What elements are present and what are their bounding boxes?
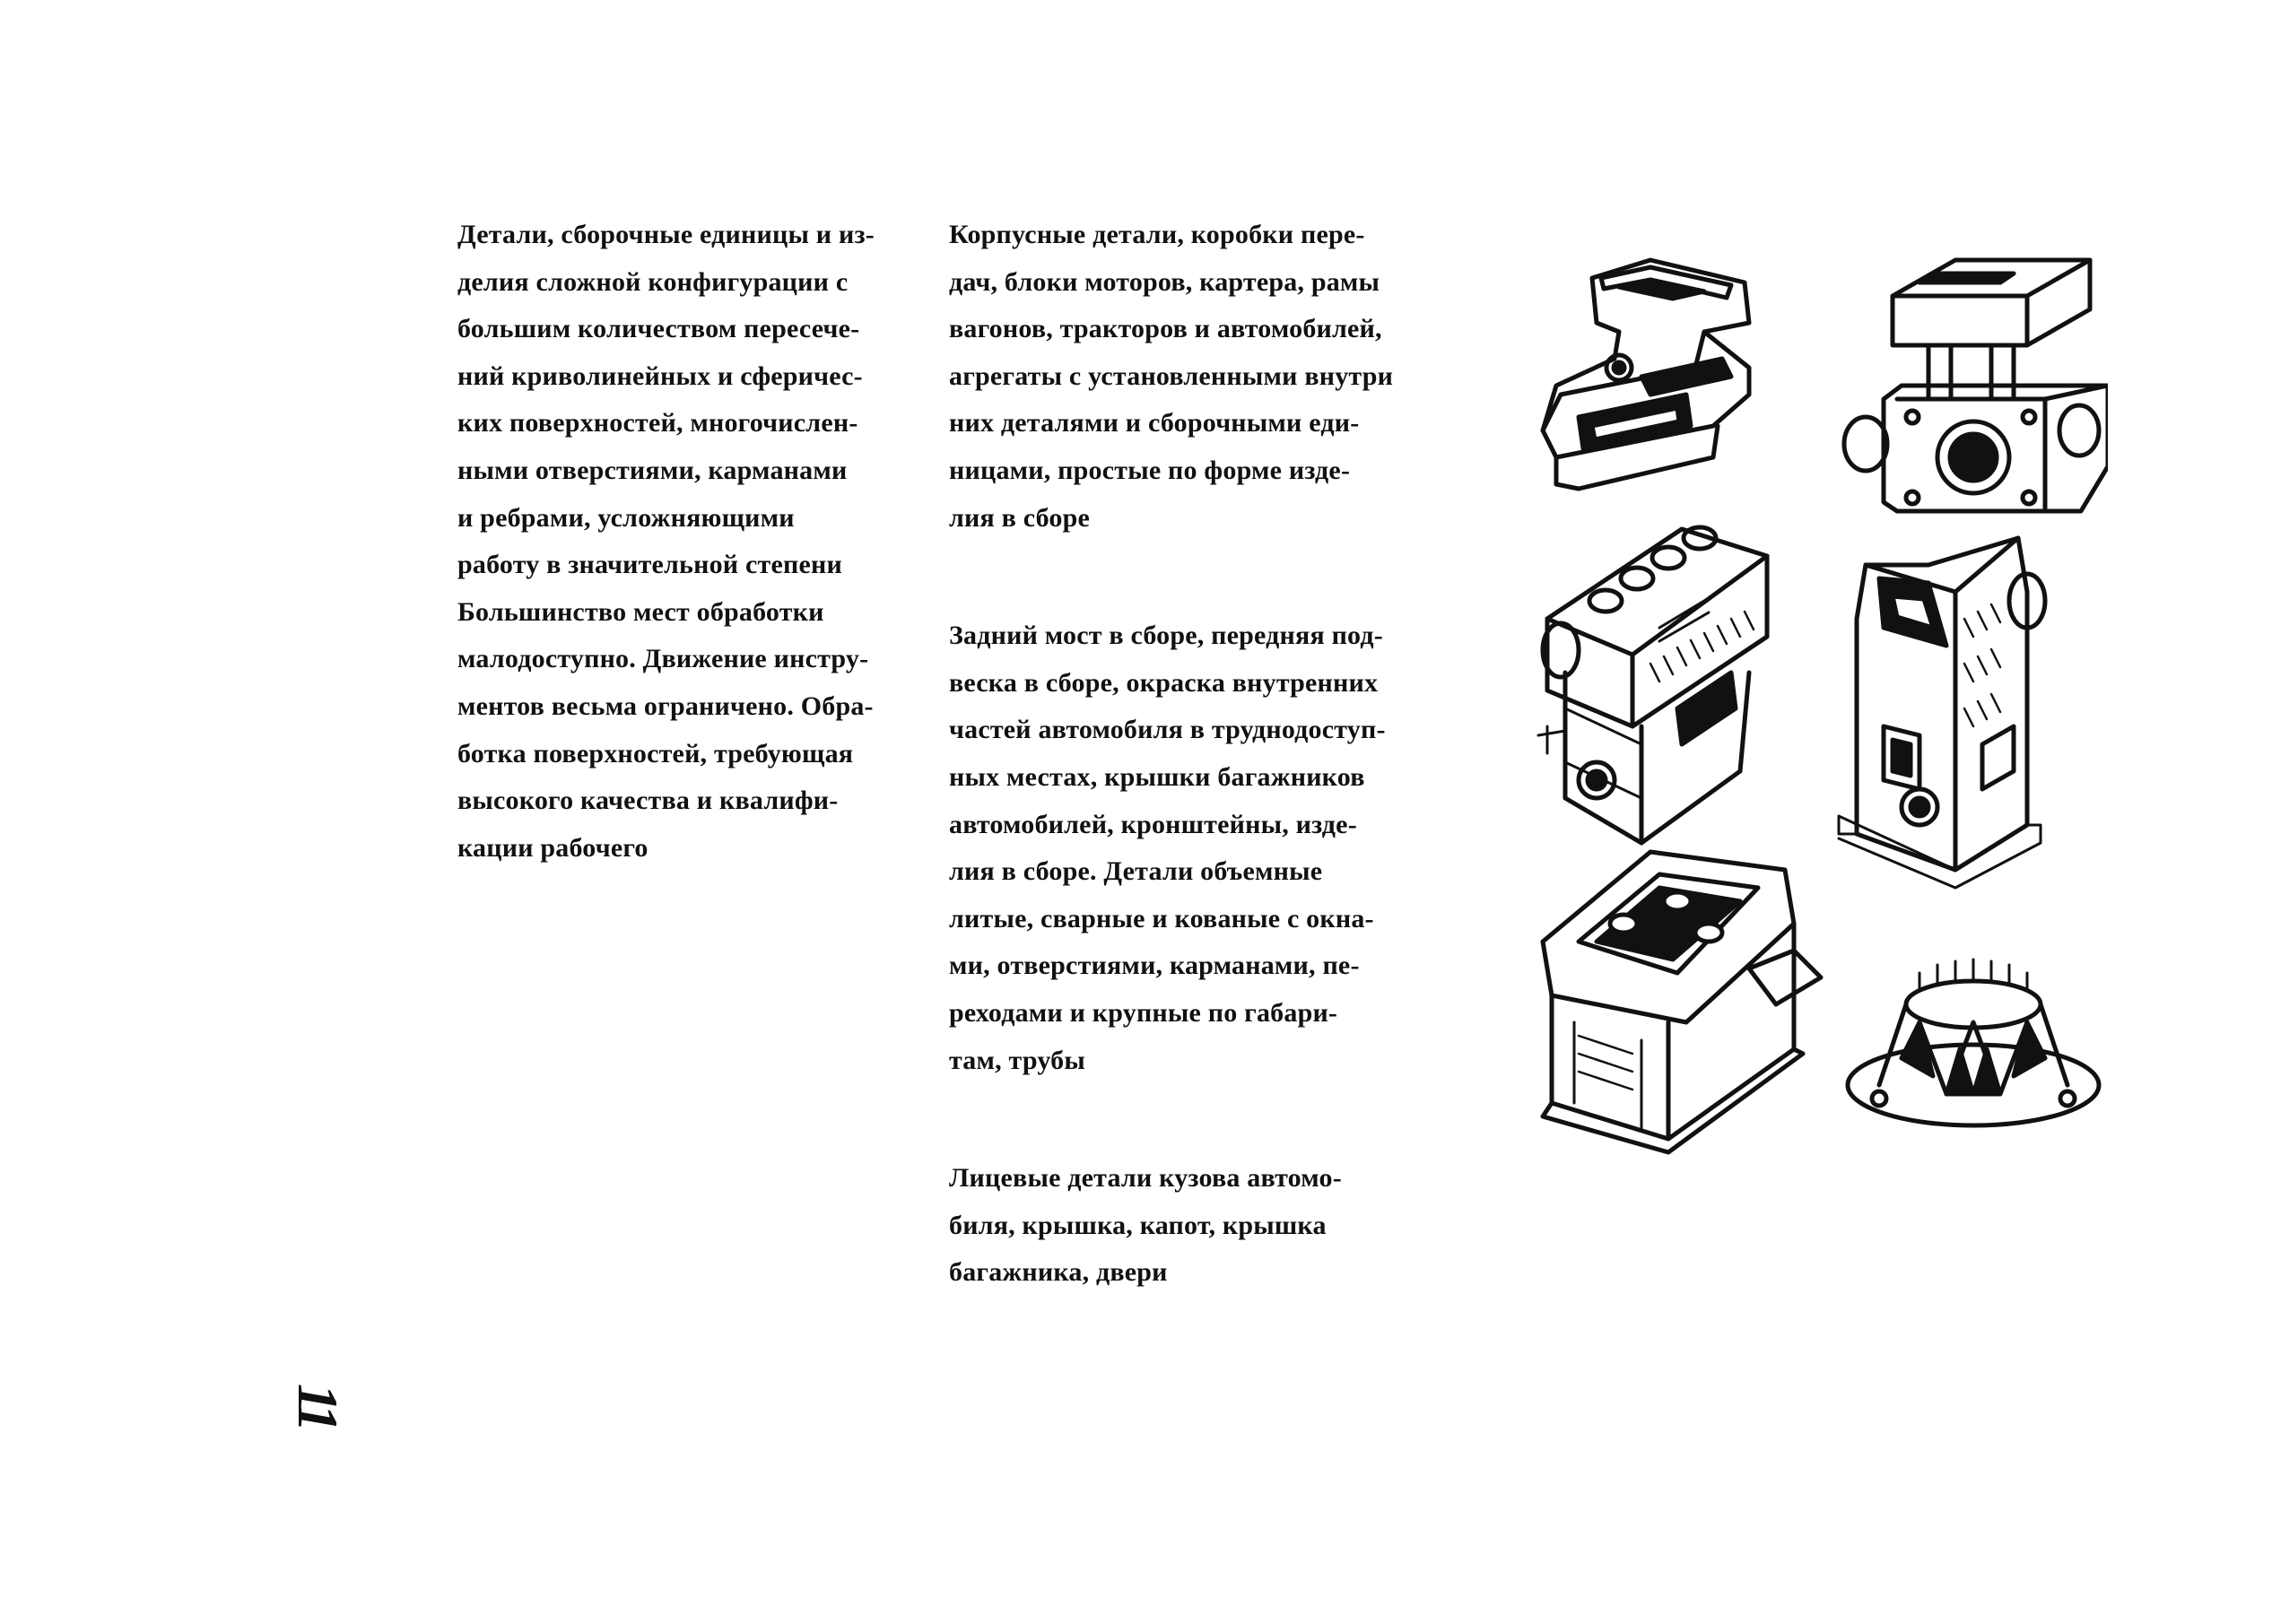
text-line: дач, блоки моторов, картера, рамы: [949, 266, 1380, 297]
gearbox-housing-icon: [1839, 538, 2045, 888]
text-line: ких поверхностей, многочислен-: [457, 408, 858, 439]
text-line: там, трубы: [949, 1045, 1085, 1075]
text-line: ных местах, крышки багажников: [949, 761, 1365, 792]
text-line: ботка поверхностей, требующая: [457, 738, 854, 769]
left-paragraph: [457, 212, 906, 872]
text-line: Корпусные детали, коробки пере-: [949, 220, 1365, 249]
text-line: малодоступно. Движение инстру-: [457, 644, 869, 674]
text-line: частей автомобиля в труднодоступ-: [949, 715, 1386, 745]
text-line: ментов весьма ограничено. Обра-: [457, 690, 874, 721]
text-line: биля, крышка, капот, крышка: [949, 1210, 1327, 1240]
text-line: автомобилей, кронштейны, изде-: [949, 809, 1357, 839]
text-line: большим количеством пересече-: [457, 314, 860, 344]
middle-paragraph-1: [949, 212, 1451, 542]
text-line: ными отверстиями, карманами: [457, 455, 848, 485]
text-line: ницами, простые по форме изде-: [949, 455, 1351, 485]
text-line: и ребрами, усложняющими: [457, 502, 795, 533]
text-line: Лицевые детали кузова автомо-: [949, 1163, 1342, 1194]
figures-panel: [1525, 242, 2108, 1175]
text-line: реходами и крупные по габари-: [949, 997, 1338, 1028]
text-line: вагонов, тракторов и автомобилей,: [949, 314, 1382, 344]
middle-column: [949, 212, 1451, 1297]
text-line: делия сложной конфигурации с: [457, 266, 849, 297]
text-line: кации рабочего: [457, 832, 649, 863]
text-line: ми, отверстиями, карманами, пе-: [949, 951, 1360, 981]
middle-paragraph-3: [949, 1155, 1451, 1297]
ribbed-flange-icon: [1848, 960, 2099, 1125]
page-number: 11: [286, 1383, 351, 1428]
text-line: лия в сборе. Детали объемные: [949, 856, 1323, 887]
text-line: них деталями и сборочными еди-: [949, 408, 1360, 439]
left-column: [457, 212, 906, 872]
text-line: ний криволинейных и сферичес-: [457, 360, 863, 391]
text-line: Детали, сборочные единицы и из-: [457, 220, 875, 249]
valve-body-icon: [1844, 260, 2108, 511]
text-line: литые, сварные и кованые с окна-: [949, 903, 1374, 934]
housing-with-window-icon: [1543, 260, 1749, 489]
text-line: Задний мост в сборе, передняя под-: [949, 621, 1383, 651]
middle-paragraph-2: [949, 612, 1451, 1084]
text-line: работу в значительной степени: [457, 550, 842, 580]
text-line: Большинство мест обработки: [457, 596, 824, 627]
base-frame-housing-icon: [1543, 852, 1821, 1152]
text-line: лия в сборе: [949, 502, 1091, 533]
engine-block-icon: [1538, 527, 1767, 843]
text-line: веска в сборе, окраска внутренних: [949, 667, 1379, 698]
text-line: агрегаты с установленными внутри: [949, 360, 1394, 391]
text-line: багажника, двери: [949, 1257, 1168, 1288]
text-line: высокого качества и квалифи-: [457, 786, 839, 816]
